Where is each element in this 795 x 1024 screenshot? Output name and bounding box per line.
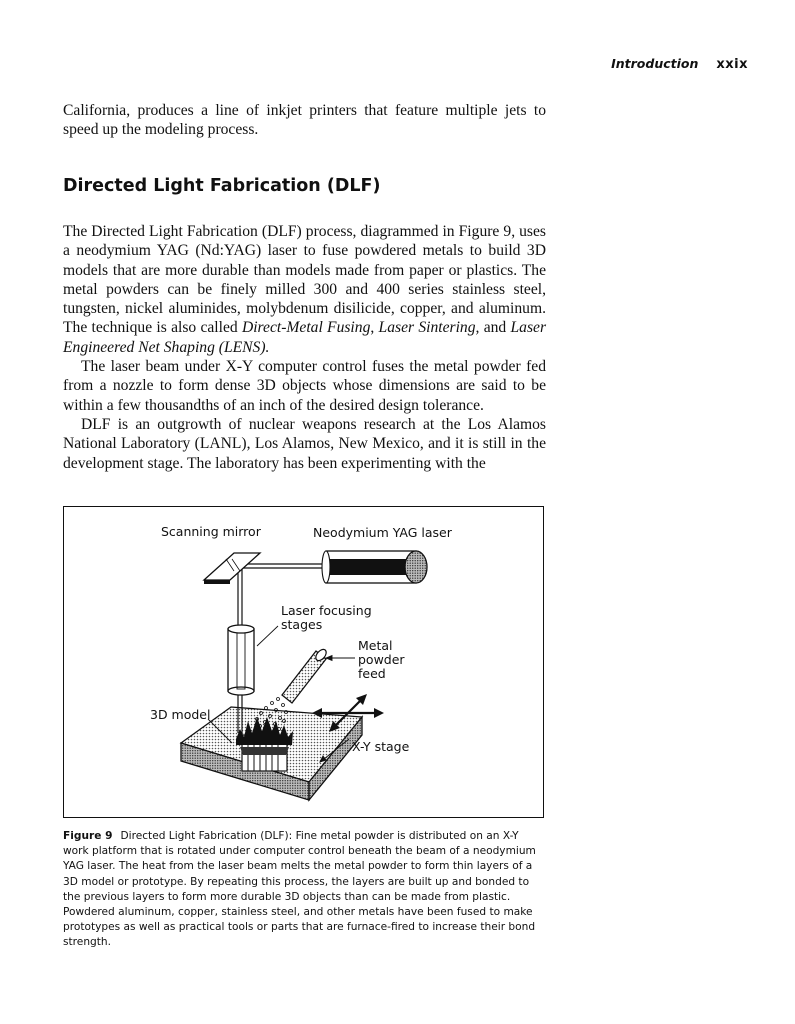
running-header	[500, 56, 748, 72]
label-metal-powder-feed: Metal powder feed	[358, 638, 405, 681]
label-xy-stage: X-Y stage	[352, 739, 410, 754]
page-number: xxix	[716, 57, 748, 72]
intro-paragraph: California, produces a line of inkjet printers that feature multiple jets to speed up the modeling process.	[63, 102, 546, 139]
separator-comma: ,	[370, 319, 379, 337]
term-lens: Laser Engineered Net Shaping (LENS).	[63, 319, 547, 356]
term-direct-metal-fusing: Direct-Metal Fusing	[241, 319, 371, 337]
section-heading: Directed Light Fabrication (DLF)	[63, 176, 381, 196]
figure-9-diagram	[63, 506, 544, 818]
nd-yag-laser	[322, 551, 427, 583]
dlf-diagram-svg	[64, 507, 545, 819]
label-3d-model: 3D model	[150, 707, 211, 722]
label-laser-focusing-stages: Laser focusing stages	[281, 603, 372, 632]
term-laser-sintering: Laser Sintering,	[378, 319, 480, 337]
laser-focusing-stages	[228, 625, 254, 695]
paragraph-text: The Directed Light Fabrication (DLF) process, diagrammed in Figure 9, uses a neodymium YAG (Nd:YAG) laser to fuse powdered metals to build 3D models that are more durable than models made from paper or plastics. The metal powders can be finely milled 300 and 400 series stainless steel, tungsten, nickel aluminides, molybdenum disilicide, copper, and aluminum. The technique is also called	[63, 223, 546, 337]
separator-and: and	[479, 319, 511, 337]
chapter-title: Introduction	[611, 56, 699, 71]
metal-powder-nozzle	[282, 647, 328, 703]
paragraph-laser-beam: The laser beam under X-Y computer control fuses the metal powder fed from a nozzle to form dense 3D objects whose dimensions are said to be within a few thousandths of an inch of the desired design tolerance.	[63, 358, 546, 414]
figure-number: Figure 9	[63, 830, 113, 842]
figure-caption-text: Directed Light Fabrication (DLF): Fine metal powder is distributed on an X-Y work platform that is rotated under computer control beneath the beam of a neodymium YAG laser. The heat from the laser beam melts the metal powder to form thin layers of a 3D model or prototype. By repeating this process, the layers are built up and bonded to the previous layers to form more durable 3D objects than can be made from plastic. Powdered aluminum, copper, stainless steel, and other metals have been fused to make prototypes as well as practical tools or parts that are furnace-fired to increase their bond strength.	[63, 830, 536, 949]
figure-caption	[63, 829, 547, 951]
label-nd-yag-laser: Neodymium YAG laser	[313, 525, 452, 540]
paragraph-dlf-process	[63, 222, 546, 357]
paragraph-lanl: DLF is an outgrowth of nuclear weapons research at the Los Alamos National Laboratory (LANL), Los Alamos, New Mexico, and it is still in the development stage. The laboratory has been experimenting with the	[63, 416, 546, 472]
label-scanning-mirror: Scanning mirror	[161, 524, 261, 539]
